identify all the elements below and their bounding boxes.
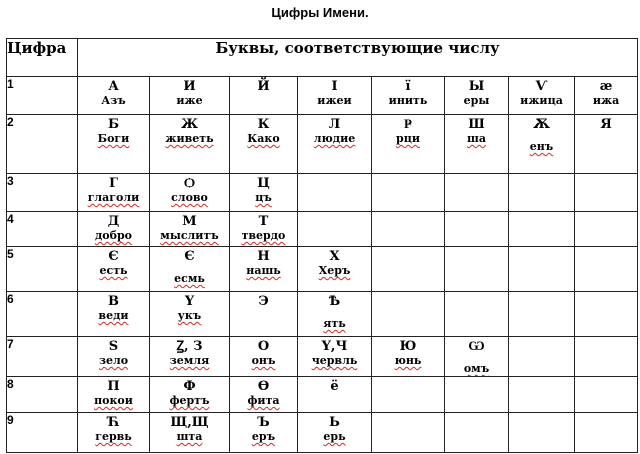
- letter-glyph: А: [108, 79, 119, 94]
- letter-cell: [372, 77, 445, 115]
- letter-cell: [78, 212, 150, 247]
- table-row: [7, 337, 638, 377]
- letter-glyph: Ү,Ч: [321, 339, 348, 354]
- header-letters: Буквы, соответствующие числу: [78, 39, 638, 77]
- letter-name: людие: [313, 132, 356, 145]
- letter-name: червль: [311, 354, 358, 367]
- letter-name: добро: [94, 229, 133, 242]
- letter-glyph: Ћ: [107, 415, 120, 430]
- row-digit: 8: [7, 377, 78, 413]
- letter-name: енъ: [529, 140, 554, 153]
- letter-glyph: Н: [257, 249, 270, 264]
- letter-glyph: Ѕ: [108, 339, 119, 354]
- table-body: [7, 77, 638, 453]
- letter-name: твердо: [241, 229, 286, 242]
- letter-name: ша: [467, 132, 486, 145]
- letter-name: ять: [323, 317, 346, 330]
- letter-cell: [445, 77, 509, 115]
- letter-name: рци: [396, 132, 420, 145]
- letter-name: иже: [176, 94, 203, 107]
- letter-glyph: Э: [258, 294, 269, 309]
- letter-cell: [445, 174, 509, 212]
- letter-name: онъ: [251, 354, 276, 367]
- letter-cell: [372, 212, 445, 247]
- letter-name: фертъ: [169, 394, 210, 407]
- letter-name: нашь: [246, 264, 281, 277]
- letter-cell: [150, 174, 230, 212]
- row-digit: 6: [7, 292, 78, 337]
- letter-cell: [78, 337, 150, 377]
- letter-glyph: Ѵ: [535, 79, 548, 94]
- letter-cell: [298, 247, 372, 292]
- letter-cell: [372, 292, 445, 337]
- table-row: [7, 212, 638, 247]
- letter-name: есмь: [174, 272, 205, 285]
- letter-glyph: Є: [184, 249, 195, 264]
- letter-name: покои: [94, 394, 133, 407]
- letter-name: Азъ: [101, 94, 126, 107]
- letter-cell: [78, 77, 150, 115]
- letter-cell: [150, 212, 230, 247]
- letter-cell: [230, 174, 298, 212]
- letter-cell: [445, 292, 509, 337]
- letter-glyph: М: [182, 214, 197, 229]
- letter-glyph: Б: [107, 117, 120, 132]
- letter-cell: [575, 292, 638, 337]
- letter-cell: [230, 115, 298, 174]
- letter-cell: [372, 337, 445, 377]
- letter-glyph: И: [183, 79, 196, 94]
- letter-cell: [78, 377, 150, 413]
- row-digit: 2: [7, 115, 78, 174]
- letter-name: цъ: [255, 191, 272, 204]
- letter-glyph: Ҏ: [404, 117, 412, 132]
- letter-cell: [575, 247, 638, 292]
- letter-cell: [509, 77, 575, 115]
- letter-name: ижица: [520, 94, 563, 107]
- row-digit: 1: [7, 77, 78, 115]
- letter-cell: [509, 413, 575, 453]
- letter-cell: [230, 413, 298, 453]
- letter-glyph: Ѳ: [257, 379, 270, 394]
- letter-cell: [509, 115, 575, 174]
- letter-cell: [372, 174, 445, 212]
- letter-cell: [78, 115, 150, 174]
- page-title: Цифры Имени.: [271, 5, 369, 20]
- letter-cell: [150, 115, 230, 174]
- letter-name: зело: [98, 354, 129, 367]
- letter-glyph: ї: [405, 79, 411, 94]
- table-row: [7, 377, 638, 413]
- letter-name: укъ: [177, 309, 202, 322]
- letter-cell: [575, 115, 638, 174]
- letter-cell: [445, 413, 509, 453]
- letter-glyph: Ъ: [257, 415, 270, 430]
- letter-glyph: Ф: [183, 379, 196, 394]
- letter-cell: [150, 292, 230, 337]
- letter-glyph: Ж: [180, 117, 199, 132]
- letter-name: ерь: [323, 430, 346, 443]
- letter-cell: [575, 77, 638, 115]
- table-row: [7, 77, 638, 115]
- letter-glyph: Х: [329, 249, 340, 264]
- letter-cell: [78, 413, 150, 453]
- letter-name: инить: [388, 94, 428, 107]
- letter-cell: [575, 413, 638, 453]
- table-row: [7, 292, 638, 337]
- letter-name: омъ: [463, 362, 490, 375]
- row-digit: 7: [7, 337, 78, 377]
- letter-glyph: Щ,Щ: [170, 415, 209, 430]
- letter-name: слово: [171, 191, 208, 204]
- letter-glyph: æ: [599, 79, 613, 94]
- header-digit: Цифра: [7, 39, 78, 77]
- letter-cell: [150, 337, 230, 377]
- letter-name: фита: [247, 394, 280, 407]
- letter-cell: [298, 174, 372, 212]
- letter-cell: [230, 77, 298, 115]
- letter-name: земля: [169, 354, 210, 367]
- letter-name: Херъ: [318, 264, 351, 277]
- letter-cell: [575, 174, 638, 212]
- letter-cell: [298, 115, 372, 174]
- letter-glyph: Й: [257, 79, 270, 94]
- letter-glyph: П: [107, 379, 120, 394]
- letter-glyph: Ѡ: [468, 339, 485, 354]
- letter-cell: [150, 413, 230, 453]
- letter-cell: [230, 337, 298, 377]
- letter-name: Боги: [97, 132, 130, 145]
- letter-name: ижа: [592, 94, 620, 107]
- row-digit: 4: [7, 212, 78, 247]
- letter-cell: [78, 247, 150, 292]
- letter-cell: [445, 212, 509, 247]
- letter-cell: [445, 115, 509, 174]
- letter-cell: [445, 247, 509, 292]
- letter-glyph: К: [257, 117, 270, 132]
- header-row: [7, 39, 638, 77]
- letter-cell: [230, 212, 298, 247]
- letter-cell: [78, 174, 150, 212]
- letter-glyph: Ꙁ, З: [176, 339, 203, 354]
- letter-cell: [298, 413, 372, 453]
- letter-name: ижеи: [317, 94, 352, 107]
- letter-cell: [372, 247, 445, 292]
- letter-name: веди: [98, 309, 129, 322]
- letter-cell: [230, 247, 298, 292]
- table-row: [7, 174, 638, 212]
- letter-name: еры: [463, 94, 490, 107]
- row-digit: 9: [7, 413, 78, 453]
- letter-cell: [298, 292, 372, 337]
- letter-cell: [509, 212, 575, 247]
- letter-glyph: ё: [330, 379, 339, 394]
- letter-name: мыслитъ: [160, 229, 219, 242]
- letter-name: Како: [247, 132, 280, 145]
- letter-cell: [78, 292, 150, 337]
- letter-glyph: Ц: [257, 176, 270, 191]
- letter-glyph: Л: [328, 117, 341, 132]
- letter-glyph: Ү: [184, 294, 195, 309]
- letter-name: шта: [176, 430, 203, 443]
- letter-cell: [372, 377, 445, 413]
- letter-cell: [298, 377, 372, 413]
- letter-glyph: Д: [107, 214, 120, 229]
- letter-glyph: Ѻ: [184, 176, 195, 191]
- letter-cell: [298, 337, 372, 377]
- letter-name: есть: [99, 264, 128, 277]
- letter-name: глаголи: [87, 191, 140, 204]
- letter-cell: [575, 377, 638, 413]
- letter-glyph: І: [331, 79, 338, 94]
- letter-cell: [509, 292, 575, 337]
- letter-name: юнь: [394, 354, 422, 367]
- table-row: [7, 115, 638, 174]
- letter-cell: [509, 247, 575, 292]
- letter-glyph: Ш: [468, 117, 485, 132]
- letter-glyph: Ѫ: [532, 117, 551, 132]
- letter-cell: [150, 247, 230, 292]
- table-row: [7, 413, 638, 453]
- letter-cell: [509, 337, 575, 377]
- letter-glyph: Ѣ: [328, 294, 341, 309]
- letter-cell: [509, 174, 575, 212]
- letter-cell: [575, 212, 638, 247]
- letter-cell: [150, 77, 230, 115]
- letter-cell: [372, 115, 445, 174]
- letter-cell: [575, 337, 638, 377]
- row-digit: 5: [7, 247, 78, 292]
- letter-glyph: Г: [109, 176, 118, 191]
- letter-cell: [150, 377, 230, 413]
- letter-cell: [445, 337, 509, 377]
- letter-glyph: О: [257, 339, 270, 354]
- letter-glyph: Є: [108, 249, 119, 264]
- letter-glyph: В: [108, 294, 119, 309]
- letter-glyph: Т: [258, 214, 269, 229]
- letter-name: еръ: [251, 430, 276, 443]
- row-digit: 3: [7, 174, 78, 212]
- letter-name: живеть: [165, 132, 214, 145]
- letter-cell: [298, 212, 372, 247]
- letter-cell: [372, 413, 445, 453]
- letter-cell: [230, 292, 298, 337]
- letter-cell: [445, 377, 509, 413]
- letter-glyph: Ь: [329, 415, 340, 430]
- letter-glyph: Ы: [468, 79, 485, 94]
- letter-cell: [509, 377, 575, 413]
- letter-name: гервь: [95, 430, 132, 443]
- table-row: [7, 247, 638, 292]
- letter-cell: [230, 377, 298, 413]
- letter-glyph: Ю: [399, 339, 417, 354]
- letter-glyph: Я: [600, 117, 612, 132]
- letter-cell: [298, 77, 372, 115]
- letters-table: [6, 38, 638, 453]
